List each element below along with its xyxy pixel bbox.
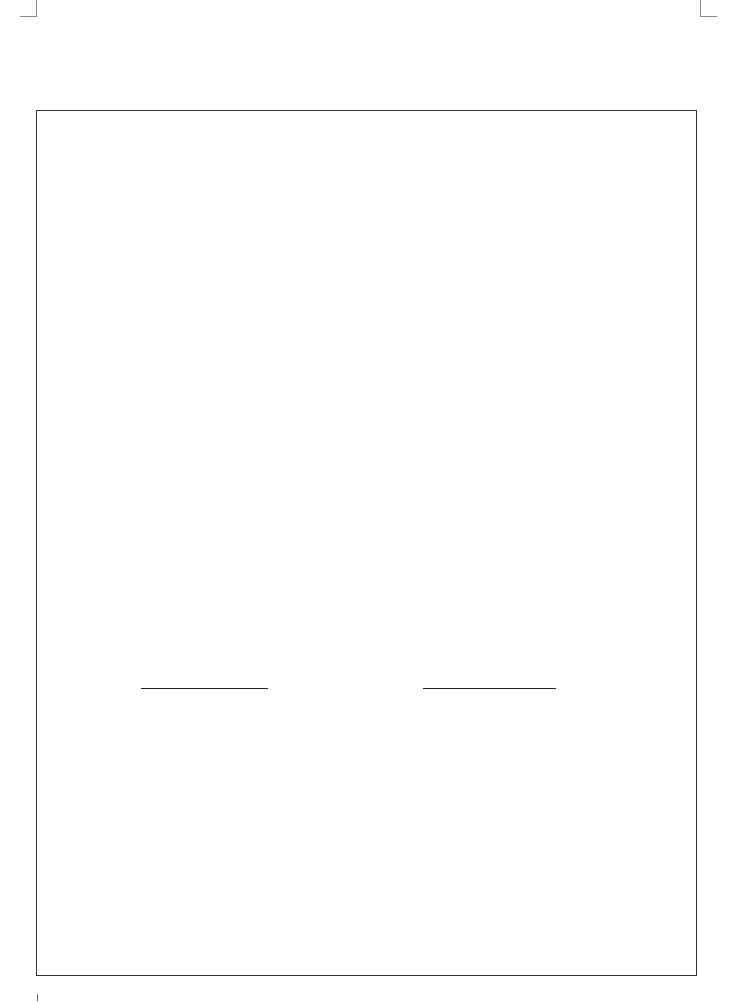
notices-heading: [0, 676, 736, 706]
divider-right: [423, 688, 556, 689]
crop-mark-right: [700, 0, 717, 17]
margin-tick: [37, 994, 38, 1001]
newsletter-frame: [36, 110, 697, 976]
divider-left: [141, 688, 268, 689]
crop-mark-left: [20, 0, 37, 17]
